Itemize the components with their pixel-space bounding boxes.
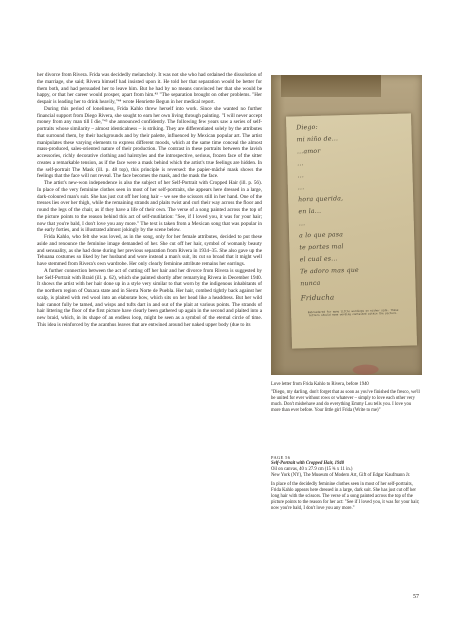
painting-caption — [271, 455, 421, 512]
lipstick-kiss — [353, 364, 379, 375]
handwriting-line: el cual es... — [299, 255, 338, 264]
handwriting-line: nunca — [300, 279, 321, 288]
letter-caption-title: Love letter from Frida Kahlo to Rivera, before 1940 — [271, 382, 369, 387]
love-letter-photo — [271, 75, 422, 375]
paragraph: Frida Kahlo, who felt she was loved, as in the song, only for her female attributes, decided to put these aside and renounce the feminine image demanded of her. She cut off her hair, symbol of womanly beauty and sensuality, as she had done during her previous separation from Rivera in 1934–35. She also gave up the Tehuana costumes so liked by her husband and wore instead a man's suit, its cut so broad that it might well have stemmed from Rivera's own wardrobe. Her only clearly feminine attribute remains her earrings. — [37, 234, 262, 267]
caption-location: New York (NY), The Museum of Modern Art, Gift of Edgar Kaufmann Jr. — [271, 473, 411, 478]
paragraph: her divorce from Rivera. Frida was decidedly melancholy. It was not she who had ordained the dissolution of the marriage, she said; Rivera himself had insisted upon it. He told her that separation would be better for them both, and had persuaded her to leave him. But he had by no means convinced her that she would be happy, or that her career would prosper, apart from him.⁴³ "The separation brought on other problems. "Her despair is leading her to drink heavily,"⁴⁴ wrote Henriette Begun in her medical report. — [37, 72, 262, 105]
caption-body: In place of the decidedly feminine clothes seen in most of her self-portraits, Frida Kahlo appears here dressed in a large, dark suit. She has just cut off her long hair with the scissors. The verse of a song painted across the top of the picture points to the reason for her act: "See if I loved you, it was for your hair; now you're bald, I don't love you any more." — [271, 481, 420, 511]
handwriting-line: te portes mal — [299, 243, 344, 252]
handwriting-line: Te adoro mas que — [299, 266, 359, 276]
paragraph: The artist's new-won independence is also the subject of her Self-Portrait with Cropped Hair (ill. p. 56). In place of the very feminine clothes seen in most of her self-portraits, she appears here dressed in a large, dark-coloured man's suit. She has just cut off her long hair – we see the scissors still in her hand. One of the tresses lies over her thigh, while the remaining strands and plaits twist and curl their way across the floor and round the legs of the chair, as if they have a life of their own. The verse of a song painted across the top of the picture points to the reason behind this act of self-mutilation: "See, if I loved you, it was for your hair; now that you're bald, I don't love you any more." The text is taken from a Mexican song that was popular in the early forties, and is illustrated almost jokingly by the scene below. — [37, 180, 262, 234]
caption-page-ref: PAGE 56 — [271, 455, 291, 460]
handwriting-line: mi niño de... — [296, 135, 339, 144]
paragraph: A further connection between the act of cutting off her hair and her divorce from Rivera is suggested by her Self-Portrait with Braid (ill. p. 62), which she painted shortly after remarrying Rivera in December 1940. It shows the artist with her hair done up in a style very similar to that worn by the indigenous inhabitants of the northern region of Oaxaca state and in Sierra Norte de Puebla. Her hair, combed tightly back against her scalp, is plaited with red wool into an elaborate bow, which sits on her head like a headdress. But her wild hair cannot fully be tamed, and wisps and tufts dart in and out of the plait at various points. The strands of hair littering the floor of the first picture have clearly been gathered up again in the second and plaited into a new braid, which, in its shape of an endless loop, might be seen as a symbol of the eternal circle of time. This idea is reinforced by the acanthus leaves that are entwined around her naked upper body (due to its — [37, 267, 262, 328]
handwritten-letter — [286, 113, 417, 348]
paragraph: During this period of loneliness, Frida Kahlo threw herself into work. Since she wanted no further financial support from Diego Rivera, she sought to earn her own living through painting. "I will never accept money from any man till I die,"⁴⁵ she announced confidently. The following few years saw a series of self-portraits whose similarity – almost identicalness – is striking. They are differentiated solely by the attributes that surround them, by their backgrounds and by their palette, influenced by Mexican popular art. The artist manipulates these varying elements to express different moods, which at the same time conceal the almost mass-produced, sales-oriented nature of their production. The contrast in these portraits between the lavish accessories, richly decorative clothing and hairstyles and the introspective, serious, frozen face of the sitter creates a remarkable tension, as if the face were a mask behind which the artist's true feelings are hidden. In the self-portrait The Mask (ill. p. 48 top), this principle is reversed: the papier-mâché mask shows the feelings that the face will not reveal. The face becomes the mask, and the mask the face. — [37, 105, 262, 180]
handwriting-line: ... — [297, 184, 305, 192]
caption-title: Self-Portrait with Cropped Hair, 1940 — [271, 461, 345, 466]
handwriting-line: hora querida, — [298, 195, 344, 204]
typed-note: Embroidered for many little wordings on either side. These letters should some wording contained within the picture. — [307, 308, 399, 318]
letter-caption — [271, 382, 421, 417]
page-number: 57 — [413, 594, 419, 600]
signature: Friducha — [300, 293, 335, 303]
handwriting-line: Diego: — [296, 123, 318, 132]
handwriting-line: ...amor — [296, 147, 321, 156]
caption-medium: Oil on canvas, 40 x 27.9 cm (15 ¾ x 11 in.) — [271, 467, 353, 472]
handwriting-line: en la... — [298, 207, 322, 216]
main-text-column — [37, 72, 262, 329]
handwriting-line: a lo que pasa — [299, 231, 344, 240]
handwriting-line: ... — [298, 220, 306, 228]
letter-caption-body: "Diego, my darling, don't forget that as soon as you've finished the fresco, we'll be united for ever without rows or whatever – simply to love each other very much. Don't misbehave and do everything Emmy Lou tells you. I love you more than ever before. Your little girl Frida (Write to me)" — [271, 390, 420, 414]
handwriting-line: ... — [297, 172, 305, 180]
handwriting-line: ... — [297, 160, 304, 168]
